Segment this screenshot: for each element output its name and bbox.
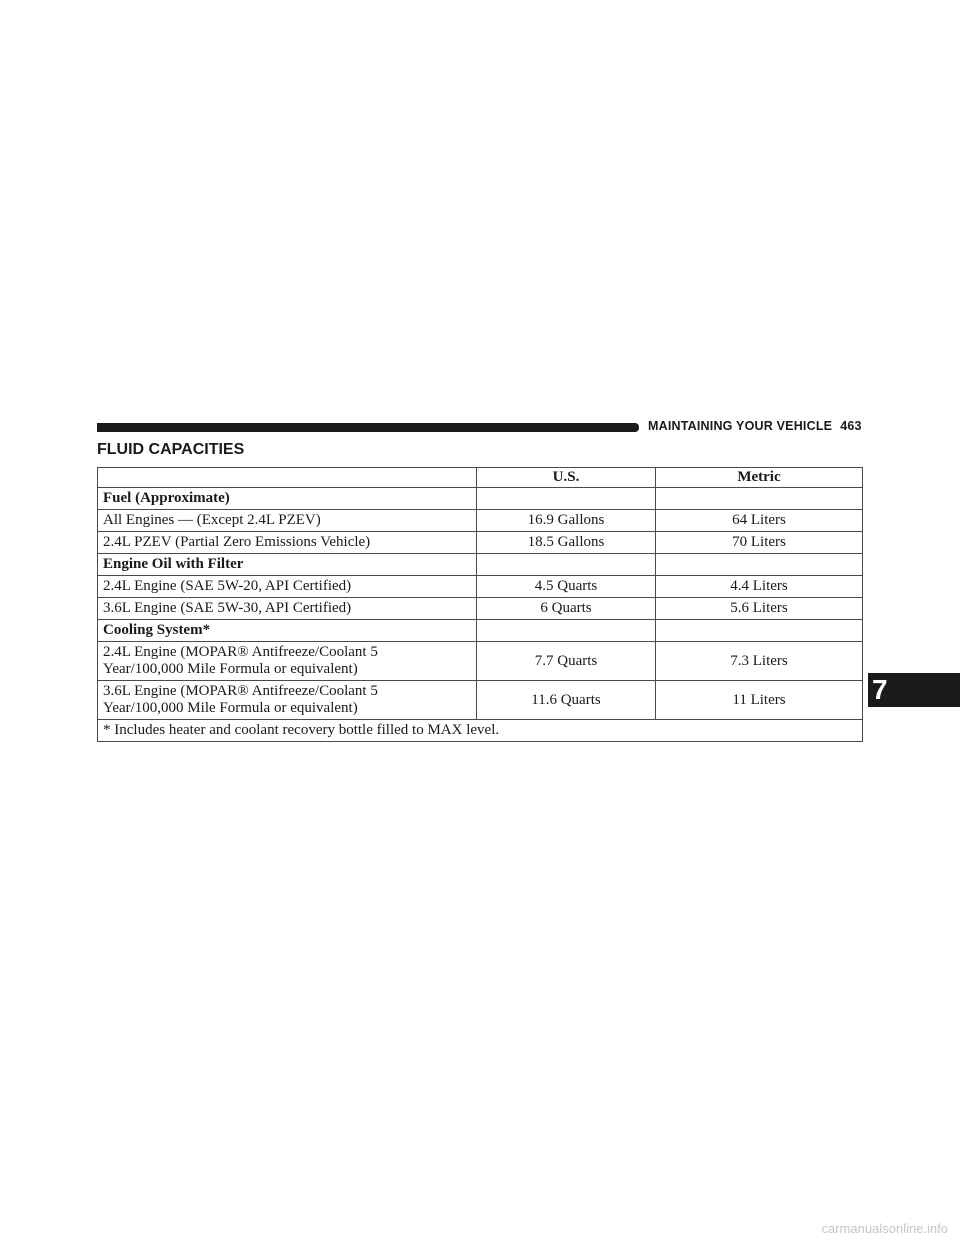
table-row <box>98 532 863 554</box>
table-footnote: * Includes heater and coolant recovery bottle filled to MAX level. <box>98 720 863 742</box>
table-row <box>98 620 863 642</box>
row-label <box>98 642 477 681</box>
table-row <box>98 488 863 510</box>
cell-metric: 5.6 Liters <box>656 598 863 620</box>
group-label-fuel: Fuel (Approximate) <box>98 488 477 510</box>
group-label-engine-oil: Engine Oil with Filter <box>98 554 477 576</box>
cell-metric: 70 Liters <box>656 532 863 554</box>
cell-us: 11.6 Quarts <box>477 681 656 720</box>
header-rule <box>97 423 639 432</box>
cell-us <box>477 554 656 576</box>
cell-metric <box>656 554 863 576</box>
running-header <box>648 419 862 433</box>
row-label: 3.6L Engine (SAE 5W-30, API Certified) <box>98 598 477 620</box>
cell-metric: 7.3 Liters <box>656 642 863 681</box>
row-label: All Engines — (Except 2.4L PZEV) <box>98 510 477 532</box>
cell-metric: 11 Liters <box>656 681 863 720</box>
row-label <box>98 681 477 720</box>
group-label-cooling-system: Cooling System* <box>98 620 477 642</box>
watermark: carmanualsonline.info <box>821 1221 948 1236</box>
fluid-capacities-table <box>97 467 863 742</box>
cell-us: 6 Quarts <box>477 598 656 620</box>
chapter-number: 7 <box>872 674 888 705</box>
column-header-item <box>98 468 477 488</box>
row-label: 2.4L Engine (SAE 5W-20, API Certified) <box>98 576 477 598</box>
page-number: 463 <box>840 419 862 433</box>
cell-us: 16.9 Gallons <box>477 510 656 532</box>
cell-us: 7.7 Quarts <box>477 642 656 681</box>
row-label: 2.4L PZEV (Partial Zero Emissions Vehicle) <box>98 532 477 554</box>
cell-metric <box>656 620 863 642</box>
page-title: FLUID CAPACITIES <box>97 441 245 458</box>
table-row <box>98 510 863 532</box>
row-label-line-2: Year/100,000 Mile Formula or equivalent) <box>103 700 358 716</box>
cell-us <box>477 488 656 510</box>
section-name: MAINTAINING YOUR VEHICLE <box>648 419 833 433</box>
cell-metric <box>656 488 863 510</box>
table-row <box>98 642 863 681</box>
cell-us: 4.5 Quarts <box>477 576 656 598</box>
column-header-metric: Metric <box>656 468 863 488</box>
table-footnote-row <box>98 720 863 742</box>
table-row <box>98 598 863 620</box>
cell-us <box>477 620 656 642</box>
cell-us: 18.5 Gallons <box>477 532 656 554</box>
row-label-line-2: Year/100,000 Mile Formula or equivalent) <box>103 661 358 677</box>
cell-metric: 64 Liters <box>656 510 863 532</box>
row-label-line-1: 2.4L Engine (MOPAR® Antifreeze/Coolant 5 <box>103 644 378 660</box>
cell-metric: 4.4 Liters <box>656 576 863 598</box>
row-label-line-1: 3.6L Engine (MOPAR® Antifreeze/Coolant 5 <box>103 683 378 699</box>
table-row <box>98 576 863 598</box>
chapter-tab <box>868 673 960 707</box>
table-row <box>98 554 863 576</box>
column-header-us: U.S. <box>477 468 656 488</box>
table-header-row <box>98 468 863 488</box>
table-row <box>98 681 863 720</box>
